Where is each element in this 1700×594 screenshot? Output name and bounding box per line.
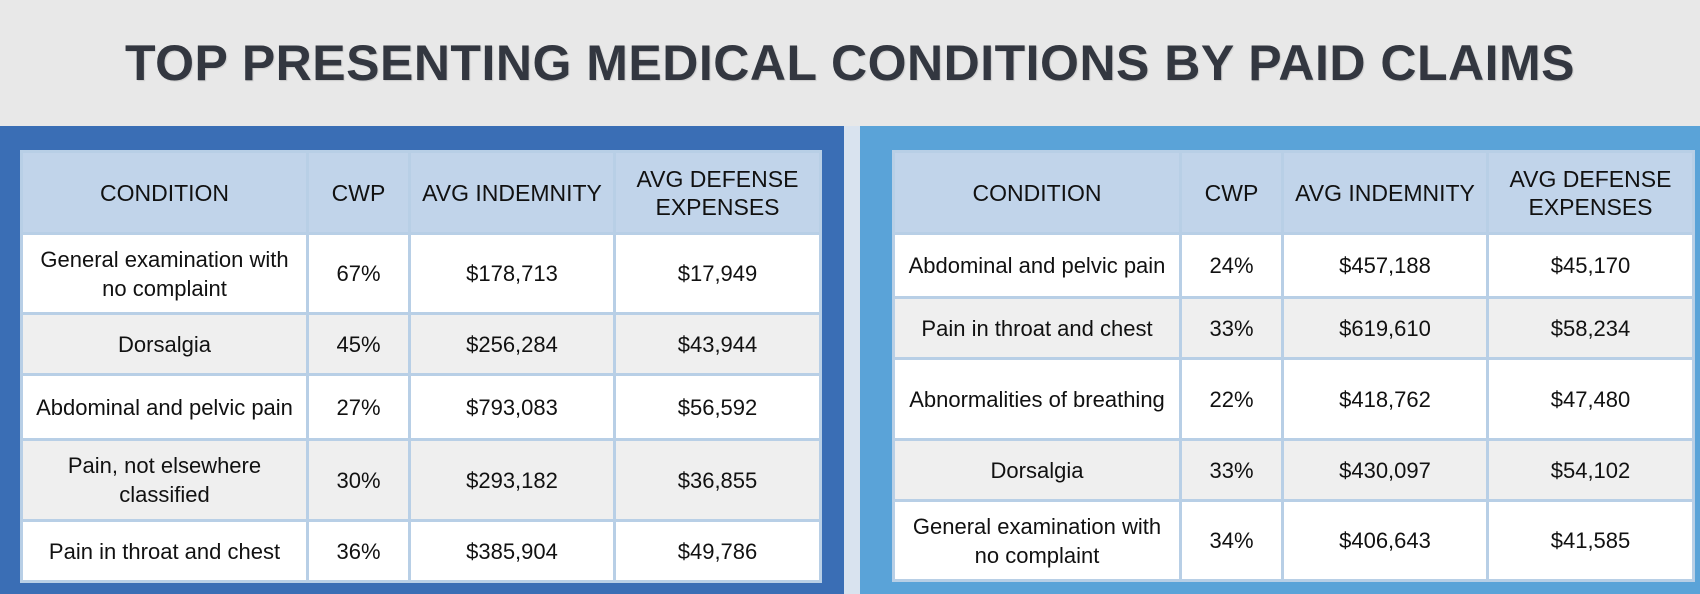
cell-avg-indemnity: $293,182 [410, 440, 615, 521]
cell-cwp: 24% [1181, 234, 1283, 298]
cell-condition: Abdominal and pelvic pain [894, 234, 1181, 298]
cell-avg-indemnity: $430,097 [1283, 440, 1488, 501]
header-avg-indemnity: AVG INDEMNITY [1283, 152, 1488, 234]
cell-avg-defense: $41,585 [1488, 501, 1694, 581]
left-table [20, 150, 822, 583]
cell-avg-indemnity: $457,188 [1283, 234, 1488, 298]
header-cwp: CWP [1181, 152, 1283, 234]
right-table [892, 150, 1695, 582]
cell-cwp: 30% [308, 440, 410, 521]
header-avg-defense: AVG DEFENSE EXPENSES [1488, 152, 1694, 234]
panel-divider [844, 126, 860, 594]
cell-cwp: 33% [1181, 440, 1283, 501]
cell-avg-defense: $49,786 [615, 521, 821, 582]
title-banner [0, 0, 1700, 126]
cell-avg-indemnity: $385,904 [410, 521, 615, 582]
cell-avg-indemnity: $418,762 [1283, 359, 1488, 440]
cell-condition: Dorsalgia [894, 440, 1181, 501]
right-panel [860, 126, 1700, 594]
tables-area [0, 126, 1700, 594]
cell-avg-defense: $56,592 [615, 375, 821, 440]
cell-avg-indemnity: $793,083 [410, 375, 615, 440]
table-row [22, 440, 821, 521]
cell-condition: General examination with no complaint [894, 501, 1181, 581]
table-row [894, 359, 1694, 440]
cell-condition: Abnormalities of breathing [894, 359, 1181, 440]
table-header-row [22, 152, 821, 234]
cell-cwp: 34% [1181, 501, 1283, 581]
cell-avg-defense: $43,944 [615, 314, 821, 375]
cell-cwp: 27% [308, 375, 410, 440]
table-row [894, 298, 1694, 359]
cell-cwp: 67% [308, 234, 410, 314]
page-title: TOP PRESENTING MEDICAL CONDITIONS BY PAID CLAIMS [124, 35, 1576, 91]
table-row [22, 314, 821, 375]
cell-avg-indemnity: $178,713 [410, 234, 615, 314]
cell-condition: Dorsalgia [22, 314, 308, 375]
cell-avg-defense: $47,480 [1488, 359, 1694, 440]
cell-cwp: 45% [308, 314, 410, 375]
cell-cwp: 36% [308, 521, 410, 582]
table-row [22, 375, 821, 440]
cell-cwp: 22% [1181, 359, 1283, 440]
left-panel [0, 126, 844, 594]
header-cwp: CWP [308, 152, 410, 234]
cell-avg-defense: $54,102 [1488, 440, 1694, 501]
cell-avg-defense: $17,949 [615, 234, 821, 314]
cell-avg-defense: $45,170 [1488, 234, 1694, 298]
cell-avg-defense: $36,855 [615, 440, 821, 521]
cell-avg-indemnity: $406,643 [1283, 501, 1488, 581]
cell-condition: Pain in throat and chest [22, 521, 308, 582]
header-condition: CONDITION [894, 152, 1181, 234]
cell-avg-indemnity: $619,610 [1283, 298, 1488, 359]
header-avg-indemnity: AVG INDEMNITY [410, 152, 615, 234]
table-row [894, 440, 1694, 501]
cell-condition: Pain, not elsewhere classified [22, 440, 308, 521]
cell-condition: General examination with no complaint [22, 234, 308, 314]
table-row [22, 234, 821, 314]
table-header-row [894, 152, 1694, 234]
header-condition: CONDITION [22, 152, 308, 234]
table-row [22, 521, 821, 582]
table-row [894, 234, 1694, 298]
cell-condition: Abdominal and pelvic pain [22, 375, 308, 440]
header-avg-defense: AVG DEFENSE EXPENSES [615, 152, 821, 234]
cell-condition: Pain in throat and chest [894, 298, 1181, 359]
cell-cwp: 33% [1181, 298, 1283, 359]
cell-avg-defense: $58,234 [1488, 298, 1694, 359]
table-row [894, 501, 1694, 581]
cell-avg-indemnity: $256,284 [410, 314, 615, 375]
